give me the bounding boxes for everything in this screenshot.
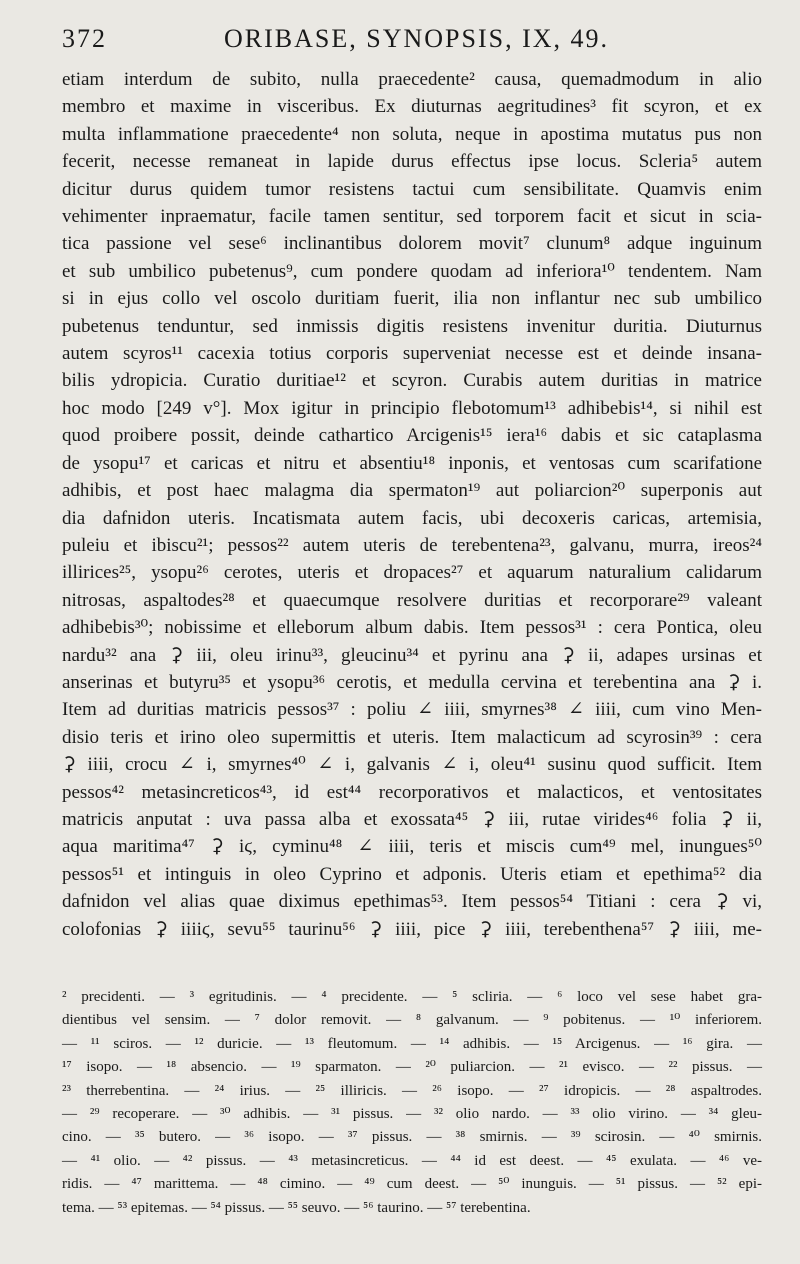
footnotes (62, 986, 762, 1220)
page-number: 372 (62, 24, 107, 53)
footnote-line: — ¹¹ sciros. — ¹² duricie. — ¹³ fleutomum. — ¹⁴ adhibis. — ¹⁵ Arcigenus. — ¹⁶ gira. — (62, 1035, 762, 1052)
text-line: tica passione vel sese⁶ inclinantibus dolorem movit⁷ clunum⁸ adque inguinum (62, 233, 762, 255)
text-line: dicitur durus quidem tumor resistens tactui cum sensibilitate. Quamvis enim (62, 178, 762, 200)
footnote-line: ²³ therrebentina. — ²⁴ irius. — ²⁵ illiricis. — ²⁶ isopo. — ²⁷ idropicis. — ²⁸ aspaltrodes. (62, 1082, 762, 1099)
text-line: bilis ydropicia. Curatio duritiae¹² et scyron. Curabis autem duritias in matrice (62, 370, 762, 392)
text-line: disio teris et irino oleo supermittis et uteris. Item malacticum ad scyrosin³⁹ : cera (62, 726, 762, 748)
text-line: adhibebis³⁰; nobissime et elleborum album dabis. Item pessos³¹ : cera Pontica, oleu (62, 617, 762, 639)
text-line: nitrosas, aspaltodes²⁸ et quaecumque resolvere duritias et recorporare²⁹ valeant (62, 589, 762, 611)
text-line: pessos⁵¹ et intinguis in oleo Cyprino et adponis. Uteris etiam et epethima⁵² dia (62, 863, 762, 885)
footnote-line: tema. — ⁵³ epitemas. — ⁵⁴ pissus. — ⁵⁵ seuvo. — ⁵⁶ taurino. — ⁵⁷ terebentina. (62, 1199, 531, 1216)
footnote-line: — ⁴¹ olio. — ⁴² pissus. — ⁴³ metasincreticus. — ⁴⁴ id est deest. — ⁴⁵ exulata. — ⁴⁶ ve- (62, 1152, 762, 1169)
text-line: pubetenus tenduntur, sed inmissis digitis resistens invenitur duritia. Diuturnus (62, 315, 762, 337)
text-line: dia dafnidon uteris. Incatismata autem facis, ubi decoxeris caricas, artemisia, (62, 507, 762, 529)
text-line: aqua maritima⁴⁷ ⚳ iϛ, cyminu⁴⁸ ∠ iiii, teris et miscis cum⁴⁹ mel, inungues⁵⁰ (62, 836, 762, 858)
footnote-line: ¹⁷ isopo. — ¹⁸ absencio. — ¹⁹ sparmaton. — ²⁰ puliarcion. — ²¹ evisco. — ²² pissus. — (62, 1059, 762, 1076)
text-line: vehimenter inpraematur, facile tamen sentitur, sed torporem facit et sicut in scia- (62, 206, 762, 228)
text-line: anserinas et butyru³⁵ et ysopu³⁶ cerotis, et medulla cervina et terebentina ana ⚳ i. (62, 671, 762, 693)
footnote-line: ² precidenti. — ³ egritudinis. — ⁴ precidente. — ⁵ scliria. — ⁶ loco vel sese habet gra- (62, 989, 762, 1005)
text-line: autem scyros¹¹ cacexia totius corporis superveniat necesse est et deinde insana- (62, 343, 762, 365)
text-line: et sub umbilico pubetenus⁹, cum pondere quodam ad inferiora¹⁰ tendentem. Nam (62, 260, 762, 282)
text-line: si in ejus collo vel oscolo duritiam fuerit, ilia non inflantur nec sub umbilico (62, 288, 762, 310)
text-line: dafnidon vel alias quae diximus epethimas⁵³. Item pessos⁵⁴ Titiani : cera ⚳ vi, (62, 891, 762, 913)
text-line: hoc modo [249 v°]. Mox igitur in principio flebotomum¹³ adhibebis¹⁴, si nihil est (62, 397, 762, 419)
text-line: quod proibere possit, deinde cathartico Arcigenis¹⁵ iera¹⁶ dabis et sic cataplasma (62, 425, 762, 447)
text-line: adhibis, et post haec malagma dia spermaton¹⁹ aut poliarcion²⁰ superponis aut (62, 480, 762, 502)
text-line: matricis anputat : uva passa alba et exossata⁴⁵ ⚳ iii, rutae virides⁴⁶ folia ⚳ ii, (62, 808, 762, 830)
main-text (62, 66, 762, 943)
text-line: Item ad duritias matricis pessos³⁷ : poliu ∠ iiii, smyrnes³⁸ ∠ iiii, cum vino Men- (62, 699, 762, 721)
text-line: pessos⁴² metasincreticos⁴³, id est⁴⁴ recorporativos et malacticos, et ventositates (62, 781, 762, 803)
footnote-line: cino. — ³⁵ butero. — ³⁶ isopo. — ³⁷ pissus. — ³⁸ smirnis. — ³⁹ scirosin. — ⁴⁰ smirnis. (62, 1129, 762, 1146)
text-line: etiam interdum de subito, nulla praecedente² causa, quemadmodum in alio (62, 69, 762, 90)
text-line: nardu³² ana ⚳ iii, oleu irinu³³, gleucinu³⁴ et pyrinu ana ⚳ ii, adapes ursinas et (62, 644, 762, 666)
footnote-line: dientibus vel sensim. — ⁷ dolor removit. — ⁸ galvanum. — ⁹ pobitenus. — ¹⁰ inferiorem. (62, 1012, 762, 1029)
text-line: puleiu et ibiscu²¹; pessos²² autem uteris de terebentena²³, galvanu, murra, ireos²⁴ (62, 534, 762, 556)
text-line: ⚳ iiii, crocu ∠ i, smyrnes⁴⁰ ∠ i, galvanis ∠ i, oleu⁴¹ susinu quod sufficit. Item (62, 754, 762, 776)
footnote-line: ridis. — ⁴⁷ marittema. — ⁴⁸ cimino. — ⁴⁹ cum deest. — ⁵⁰ inunguis. — ⁵¹ pissus. — ⁵² epi- (62, 1176, 762, 1193)
text-line: de ysopu¹⁷ et caricas et nitru et absentiu¹⁸ inponis, et ventosas cum scarifatione (62, 452, 762, 474)
text-line: illirices²⁵, ysopu²⁶ cerotes, uteris et dropaces²⁷ et aquarum naturalium calidarum (62, 562, 762, 584)
running-title: ORIBASE, SYNOPSIS, IX, 49. (224, 24, 609, 53)
text-line: membro et maxime in visceribus. Ex diuturnas aegritudines³ fit scyron, et ex (62, 96, 762, 118)
footnote-line: — ²⁹ recoperare. — ³⁰ adhibis. — ³¹ pissus. — ³² olio nardo. — ³³ olio virino. — ³⁴ gleu- (62, 1106, 762, 1123)
text-line: fecerit, necesse remaneat in lapide durus effectus ipse locus. Scleria⁵ autem (62, 151, 762, 173)
text-line: multa inflammatione praecedente⁴ non soluta, neque in apostima mutatus pus non (62, 123, 762, 145)
text-line: colofonias ⚳ iiiiϛ, sevu⁵⁵ taurinu⁵⁶ ⚳ iiii, pice ⚳ iiii, terebenthena⁵⁷ ⚳ iiii, me- (62, 918, 762, 940)
page-header (62, 18, 762, 58)
